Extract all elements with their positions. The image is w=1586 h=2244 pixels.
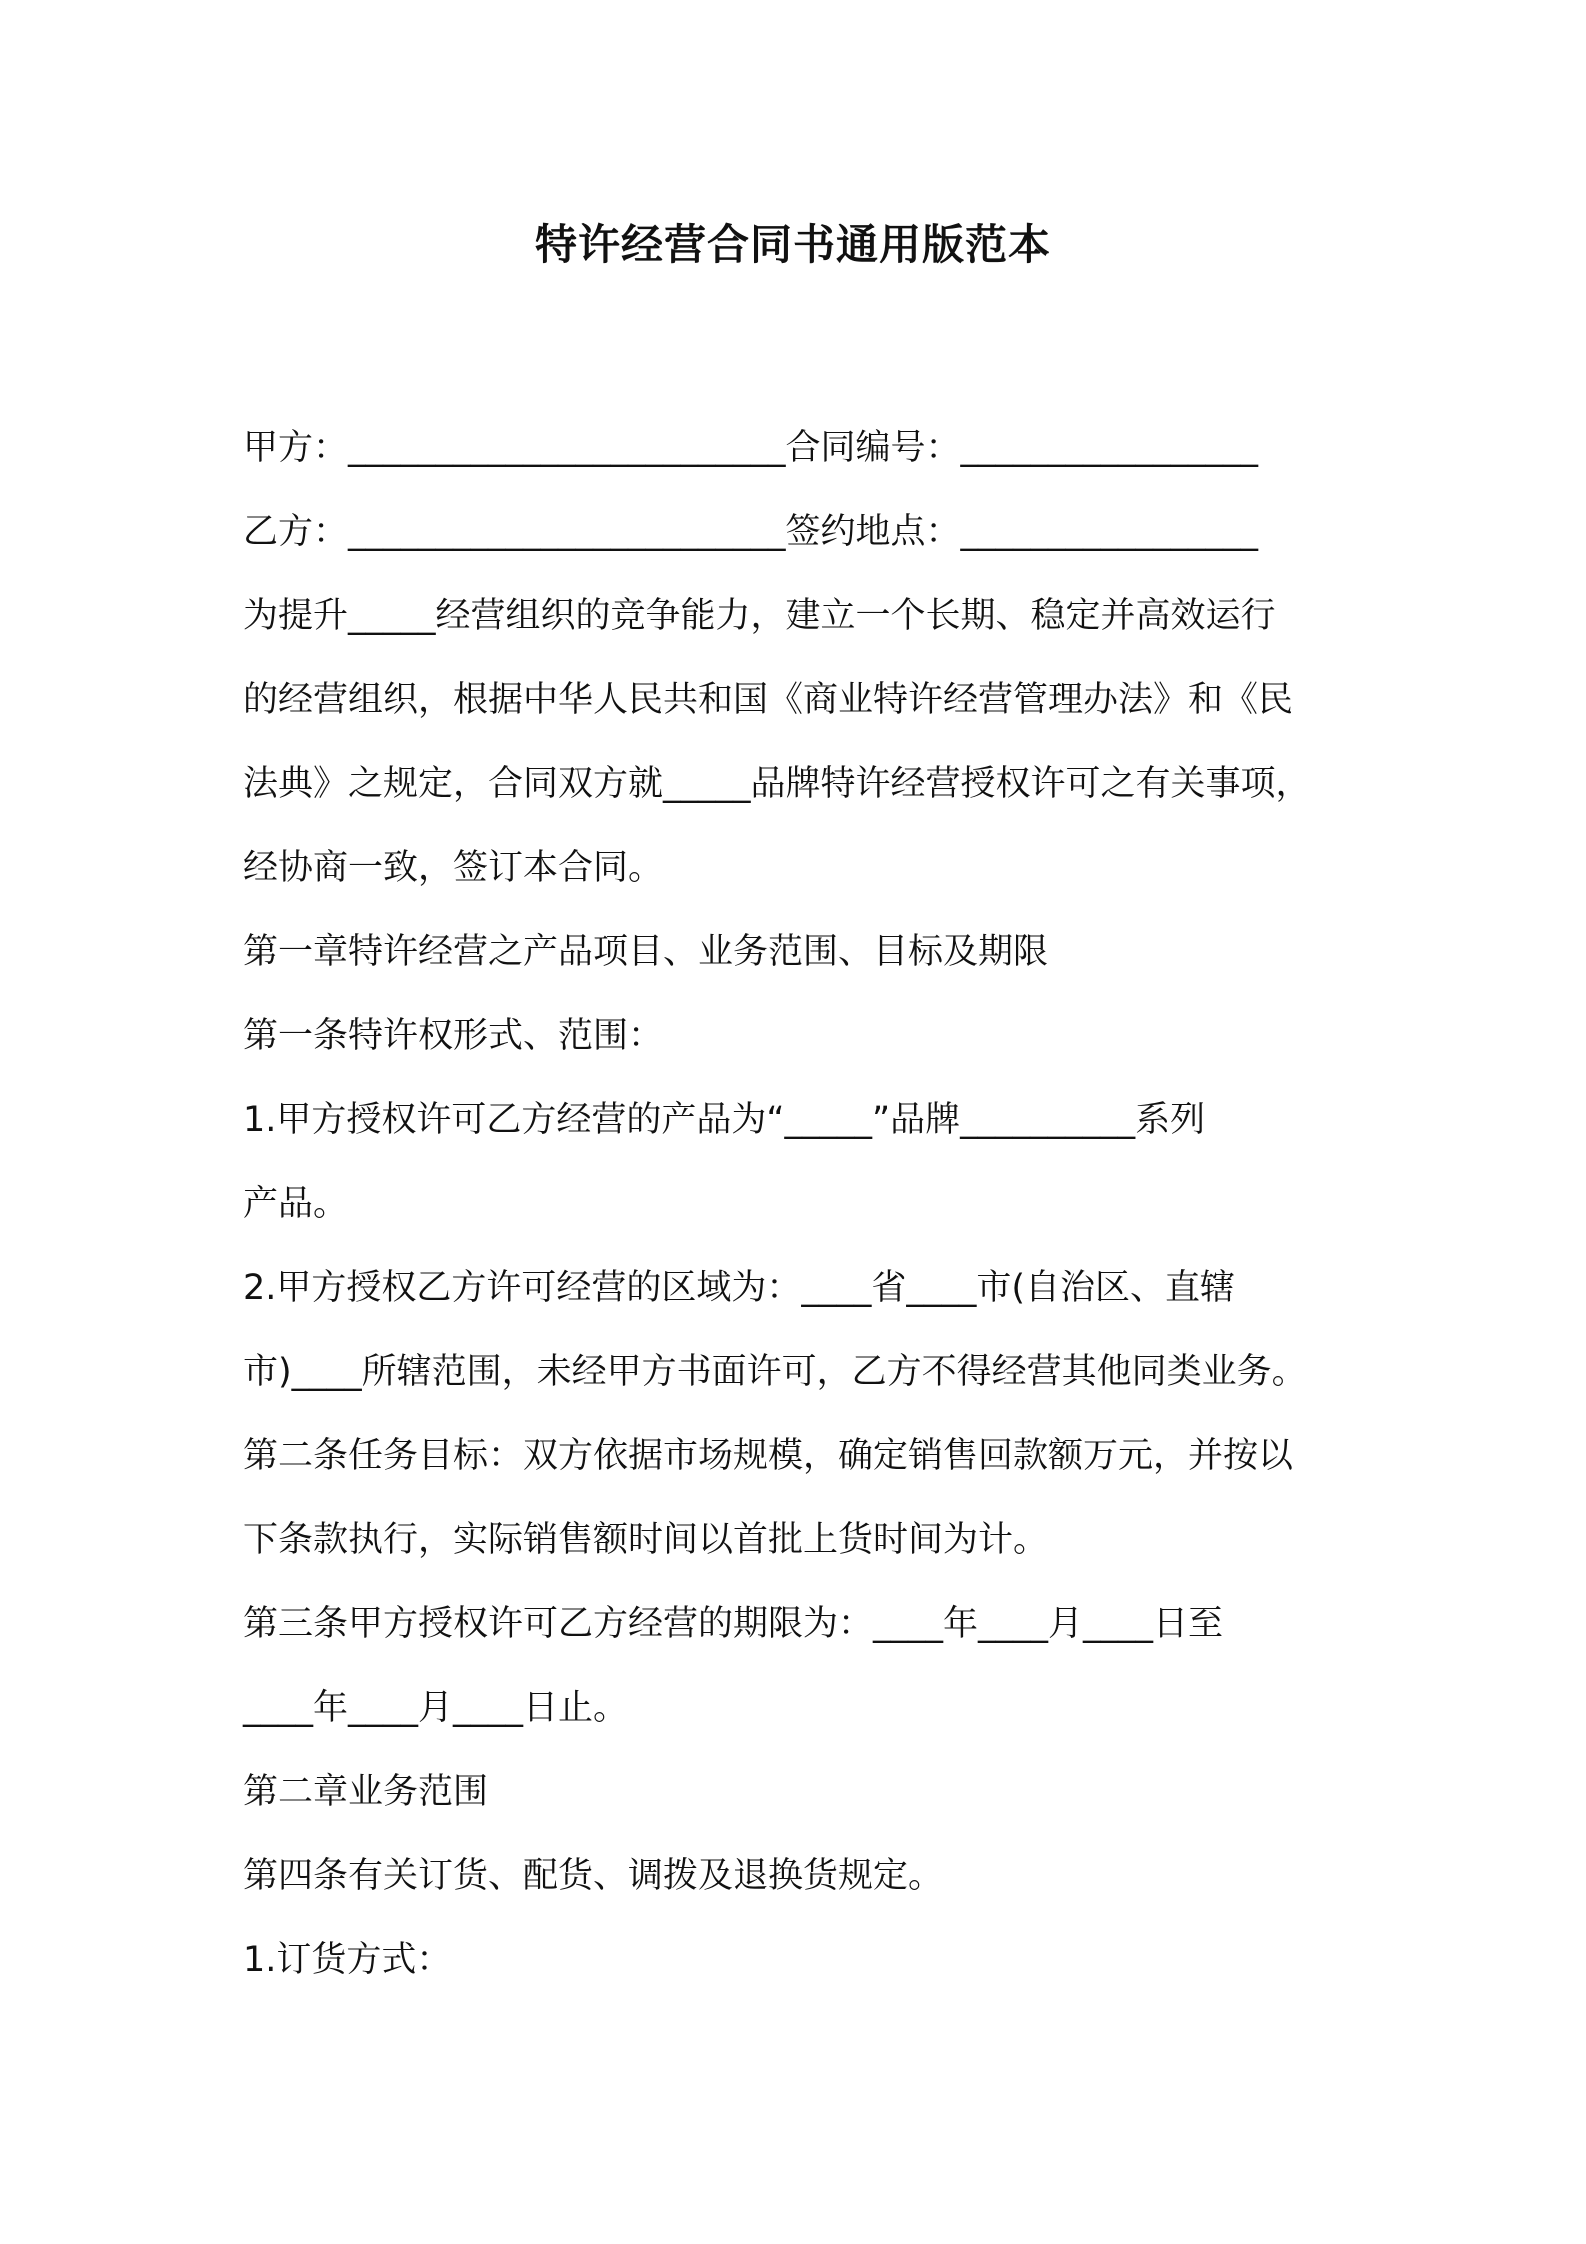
article-4-clause-1: 1.订货方式： xyxy=(243,1940,452,1980)
article-4-heading: 第四条有关订货、配货、调拨及退换货规定。 xyxy=(243,1856,944,1896)
article-1-clause-2: 市)____所辖范围，未经甲方书面许可，乙方不得经营其他同类业务。 xyxy=(243,1352,1307,1392)
article-1-clause-1: 产品。 xyxy=(243,1184,349,1224)
document-title: 特许经营合同书通用版范本 xyxy=(534,220,1051,269)
article-1-heading: 第一条特许权形式、范围： xyxy=(243,1016,664,1056)
article-1-clause-2: 2.甲方授权乙方许可经营的区域为：____省____市(自治区、直辖 xyxy=(243,1268,1236,1308)
chapter-2-heading: 第二章业务范围 xyxy=(243,1772,489,1812)
preamble-line: 的经营组织，根据中华人民共和国《商业特许经营管理办法》和《民 xyxy=(243,680,1294,720)
article-3-text: 第三条甲方授权许可乙方经营的期限为：____年____月____日至 xyxy=(243,1604,1224,1644)
preamble-line: 经协商一致，签订本合同。 xyxy=(243,848,664,888)
article-2-text: 下条款执行，实际销售额时间以首批上货时间为计。 xyxy=(243,1520,1049,1560)
preamble-line: 法典》之规定，合同双方就_____品牌特许经营授权许可之有关事项， xyxy=(243,764,1311,804)
preamble-line: 为提升_____经营组织的竞争能力，建立一个长期、稳定并高效运行 xyxy=(243,596,1276,636)
party-a-line: 甲方：_________________________合同编号：_________________ xyxy=(243,428,1259,468)
article-3-text: ____年____月____日止。 xyxy=(243,1688,629,1728)
document-body xyxy=(243,406,1363,2002)
chapter-1-heading: 第一章特许经营之产品项目、业务范围、目标及期限 xyxy=(243,932,1049,972)
article-2-text: 第二条任务目标：双方依据市场规模，确定销售回款额万元，并按以 xyxy=(243,1436,1294,1476)
party-b-line: 乙方：_________________________签约地点：_________________ xyxy=(243,512,1259,552)
article-1-clause-1: 1.甲方授权许可乙方经营的产品为“_____”品牌__________系列 xyxy=(243,1100,1206,1140)
